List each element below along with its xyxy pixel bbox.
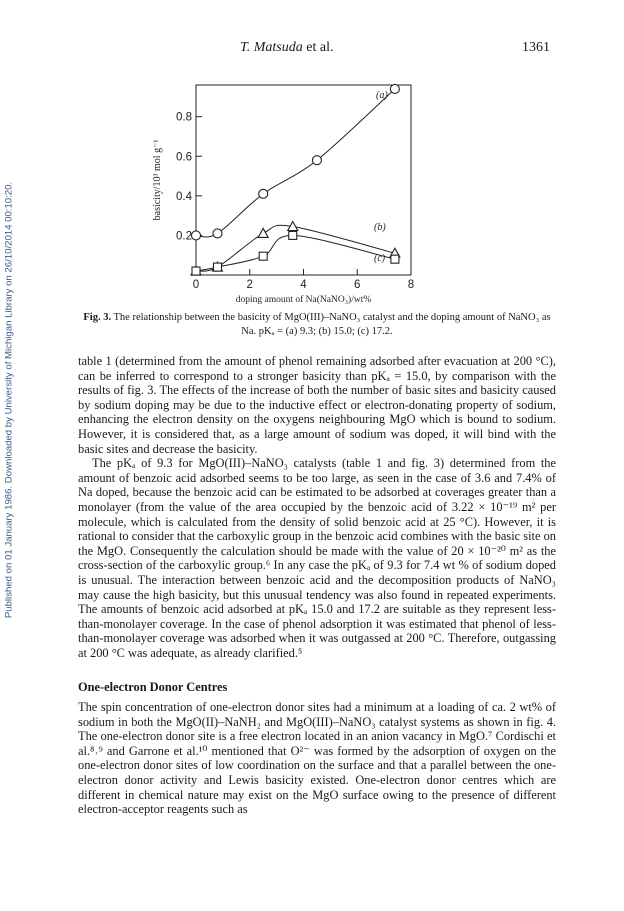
y-tick-label-3: 0.8 (176, 111, 192, 124)
series-label-1: (b) (374, 222, 386, 233)
author-suffix: et al. (306, 40, 334, 55)
series-0-point-4 (390, 84, 399, 93)
section-heading: One-electron Donor Centres (78, 680, 228, 694)
x-tick-label-0: 0 (192, 279, 200, 291)
y-axis-label: basicity/10³ mol g⁻¹ (152, 139, 163, 221)
paragraph-3: The spin concentration of one-electron donor sites had a minimum at a loading of ca. 2 wt% of sodium in both the MgO(II)–NaNH₂ and MgO(III)–NaNO₃ catalyst systems as shown in fig. 4. The one-electron donor site is a free electron located in an anion vacancy in MgO.⁷ Cordischi et al.⁸˒⁹ and Garrone et al.¹⁰ mentioned that O²⁻ was formed by the adsorption of oxygen on the one-electron donor sites of low coordination on the surface and that a parallel between the one-electron donor activity and Lewis basicity existed. One-electron donor centres which are different in chemical nature may exist on the MgO surface owing to the presence of different electron-acceptor reagents such as (78, 700, 556, 817)
series-2-point-2 (259, 252, 267, 260)
series-0-point-2 (259, 189, 268, 198)
x-tick-label-4: 8 (407, 279, 415, 291)
series-line-0 (196, 89, 395, 237)
series-2-point-0 (192, 267, 200, 275)
paragraph-1: table 1 (determined from the amount of phenol remaining adsorbed after evacuation at 200 °C), can be inferred to correspond to a stronger basicity than pKₐ = 15.0, by comparison with the results of fig. 3. The effects of the increase of both the number of basic sites and basicity caused by sodium doping may be due to the inductive effect or electron-donating property of sodium, enhancing the electron density on the oxygens neighbouring MgO which is bound to sodium. However, it is considered that, as a large amount of sodium was doped, it will bind with the basic sites and decrease the basicity. (78, 354, 556, 456)
x-tick-label-3: 6 (354, 279, 361, 291)
series-2-point-1 (214, 263, 222, 271)
author-name: T. Matsuda (240, 40, 303, 55)
series-1-point-2 (258, 228, 268, 237)
section-body (78, 700, 556, 817)
figure-label: Fig. 3. (83, 312, 112, 323)
series-0-point-1 (213, 229, 222, 238)
plot-frame (196, 85, 411, 275)
y-tick-label-1: 0.4 (176, 190, 192, 203)
series-0-point-3 (312, 156, 321, 165)
x-tick-label-1: 2 (246, 279, 253, 291)
series-2-point-3 (289, 231, 297, 239)
series-0-point-0 (192, 231, 201, 240)
series-2-point-4 (391, 255, 399, 263)
paragraph-2: The pKₐ of 9.3 for MgO(III)–NaNO₃ catalysts (table 1 and fig. 3) determined from the amount of benzoic acid adsorbed seems to be too large, as seen in the case of 3.6 and 7.4% of Na doped, because the benzoic acid can be estimated to be adsorbed at coverages greater than a monolayer (from the value of the area occupied by the benzoic acid of 3.22 × 10⁻¹⁹ m² per molecule, which is calculated from the density of solid benzoic acid at 25 °C). However, it is rational to consider that the carboxylic group in the benzoic acid combines with the basic site on the MgO. Consequently the calculation should be made with the value of 20 × 10⁻²⁰ m² as the cross-section of the carboxylic group.⁶ In any case the pKₐ of 9.3 for 7.4 wt % of sodium doped is unusual. The interaction between benzoic acid and the decomposition products of NaNO₃ may cause the high basicity, but this unusual tendency was also found in repeated experiments. The amounts of benzoic acid adsorbed at pKₐ 15.0 and 17.2 are suitable as they represent less-than-monolayer coverage. In the case of phenol adsorption it was estimated that phenol of less-than-monolayer coverage was adsorbed when it was outgassed at 200 °C. Therefore, outgassing at 200 °C was adequate, as already clarified.⁵ (78, 456, 556, 660)
y-tick-label-2: 0.6 (176, 151, 192, 164)
basicity-chart (0, 0, 624, 320)
figure-caption (78, 311, 556, 339)
page-number: 1361 (522, 40, 550, 55)
series-label-0: (a) (376, 90, 388, 101)
series-label-2: (c) (374, 253, 386, 264)
download-watermark-text: Published on 01 January 1986. Downloaded by University of Michigan Library on 26/10/2014 00:10:20. (3, 181, 15, 619)
series-line-2 (196, 235, 395, 271)
x-axis-label: doping amount of Na(NaNO₃)/wt% (235, 295, 372, 305)
x-tick-label-2: 4 (300, 279, 307, 291)
figure-caption-text: The relationship between the basicity of MgO(III)–NaNO₃ catalyst and the doping amount of NaNO₃ as Na. pKₐ = (a) 9.3; (b) 15.0; (c) 17.2. (113, 312, 551, 337)
y-tick-label-0: 0.2 (176, 230, 192, 243)
body-text (78, 354, 556, 660)
